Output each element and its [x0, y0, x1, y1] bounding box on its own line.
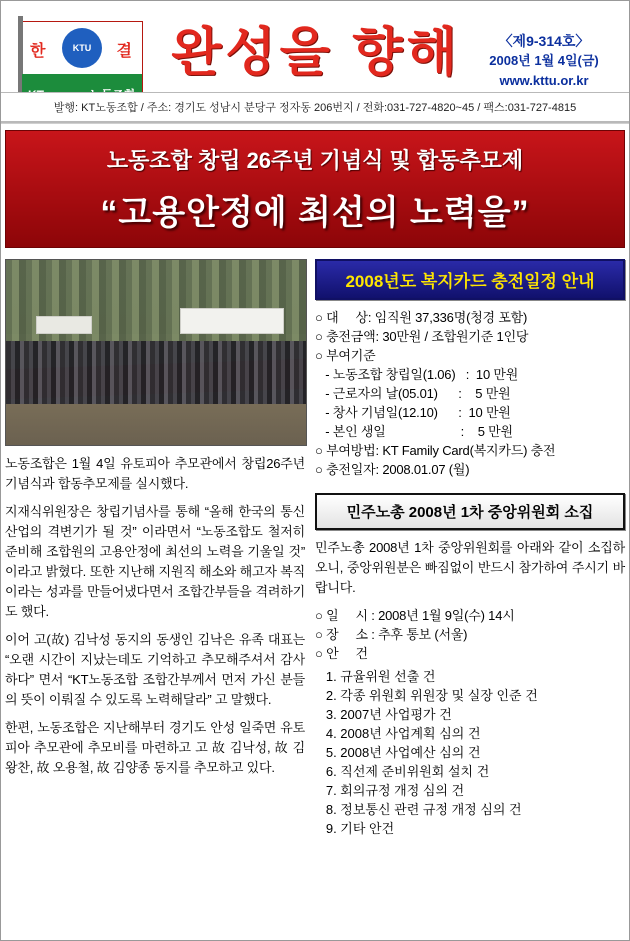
publisher-info: 발행: KT노동조합 / 주소: 경기도 성남시 분당구 정자동 206번지 / 전화:031-727-4820~45 / 팩스:031-727-4815	[1, 92, 629, 123]
headline-banner	[5, 130, 625, 248]
left-column	[5, 259, 305, 936]
issue-date: 2008년 1월 4일(금)	[489, 53, 599, 68]
memorial-ceremony-photo	[5, 259, 307, 446]
article-paragraph: 한편, 노동조합은 지난해부터 경기도 안성 일죽면 유토피아 추모관에 추모비를 마련하고 고 故 김낙성, 故 김왕찬, 故 오용철, 故 김양종 동지를 추모하고 있다.	[5, 720, 305, 775]
photo-stage-banner	[180, 308, 284, 334]
headline-main: “고용안정에 최선의 노력을”	[100, 194, 530, 232]
flag-left-char: 한	[30, 43, 46, 60]
welfare-card-box-title: 2008년도 복지카드 충전일정 안내	[315, 259, 625, 300]
agenda-list	[315, 667, 625, 838]
agenda-item: 3. 2007년 사업평가 건	[315, 707, 452, 722]
headline-subtitle: 노동조합 창립 26주년 기념식 및 합동추모제	[106, 148, 524, 173]
right-column	[315, 259, 625, 936]
ktu-circle-logo: KTU	[62, 28, 102, 68]
masthead	[1, 1, 629, 124]
agenda-item: 8. 정보통신 관련 규정 개정 심의 건	[315, 802, 522, 817]
list-item: - 근로자의 날(05.01) : 5 만원	[315, 386, 511, 401]
meeting-info-list	[315, 606, 625, 663]
agenda-item: 5. 2008년 사업예산 심의 건	[315, 745, 481, 760]
photo-crowd	[6, 341, 306, 404]
list-item: ○ 충전금액: 30만원 / 조합원기준 1인당	[315, 329, 529, 344]
article-paragraph: 이어 고(故) 김낙성 동지의 동생인 김낙은 유족 대표는 “오랜 시간이 지났는데도 기억하고 추모해주셔서 감사하다” 면서 “KT노동조합 조합간부께서 먼저 가신 분들의 뜻이 이뤄질 수 있도록 노력해달라” 고 말했다.	[5, 632, 305, 707]
list-item: ○ 부여기준	[315, 348, 376, 363]
agenda-item: 1. 규율위원 선출 건	[315, 669, 436, 684]
flag-right-char: 결	[116, 43, 132, 60]
central-committee-box-title: 민주노총 2008년 1차 중앙위원회 소집	[315, 493, 625, 530]
photo-side-banner	[36, 316, 92, 335]
agenda-item: 4. 2008년 사업계획 심의 건	[315, 726, 481, 741]
central-committee-paragraph: 민주노총 2008년 1차 중앙위원회를 아래와 같이 소집하오니, 중앙위원분은 빠짐없이 반드시 참가하여 주시기 바랍니다.	[315, 540, 625, 595]
welfare-card-list	[315, 308, 625, 479]
list-item: - 본인 생일 : 5 만원	[315, 424, 513, 439]
content-area	[5, 259, 625, 936]
list-item: - 창사 기념일(12.10) : 10 만원	[315, 405, 511, 420]
agenda-item: 6. 직선제 준비위원회 설치 건	[315, 764, 490, 779]
list-item: ○ 충전일자: 2008.01.07 (월)	[315, 462, 470, 477]
agenda-item: 9. 기타 안건	[315, 821, 395, 836]
issue-info	[469, 31, 619, 91]
article-paragraph: 지재식위원장은 창립기념사를 통해 “올해 한국의 통신산업의 격변기가 될 것” 이라면서 “노동조합도 철저히 준비해 조합원의 고용안정에 최선의 노력을 기울일 것” 이라고 밝혔다. 또한 지난해 지원직 해소와 해고자 복직이라는 성과를 만들어냈다면서 조합간부들을 격려하기도 했다.	[5, 504, 305, 619]
issue-number: 〈제9-314호〉	[498, 33, 590, 49]
page-title: 완성을 향해	[171, 24, 461, 82]
list-item: ○ 대 상: 임직원 37,336명(청경 포함)	[315, 310, 528, 325]
list-item: ○ 안 건	[315, 646, 368, 661]
list-item: ○ 부여방법: KT Family Card(복지카드) 충전	[315, 443, 556, 458]
list-item: ○ 장 소 : 추후 통보 (서울)	[315, 627, 468, 642]
agenda-item: 2. 각종 위원회 위원장 및 실장 인준 건	[315, 688, 538, 703]
list-item: ○ 일 시 : 2008년 1월 9일(수) 14시	[315, 608, 515, 623]
list-item: - 노동조합 창립일(1.06) : 10 만원	[315, 367, 519, 382]
agenda-item: 7. 회의규정 개정 심의 건	[315, 783, 465, 798]
article-paragraph: 노동조합은 1월 4일 유토피아 추모관에서 창립26주년 기념식과 합동추모제를 실시했다.	[5, 456, 305, 491]
website-url[interactable]: www.kttu.or.kr	[499, 73, 589, 88]
